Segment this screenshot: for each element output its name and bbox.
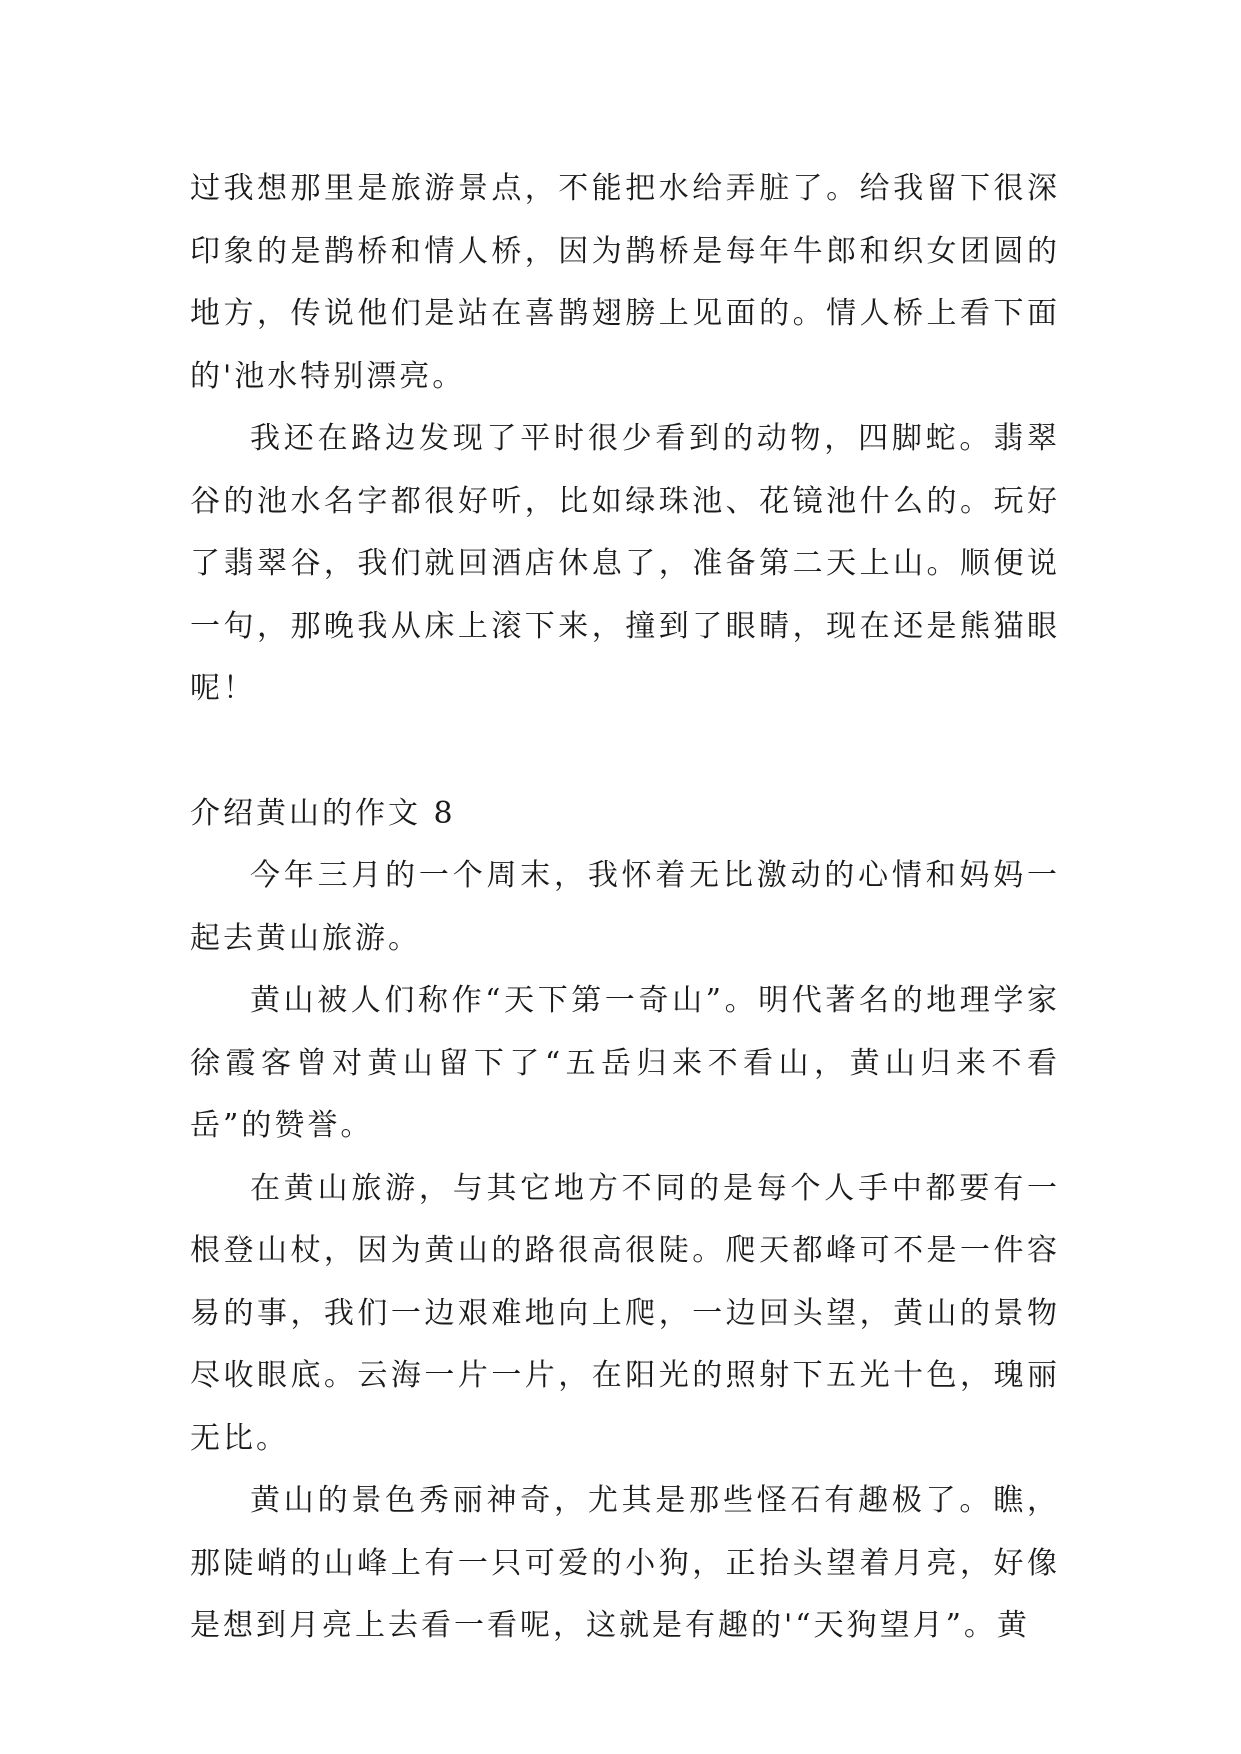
paragraph-trip-intro: 今年三月的一个周末，我怀着无比激动的心情和妈妈一起去黄山旅游。 — [190, 858, 1060, 956]
continued-paragraph: 过我想那里是旅游景点，不能把水给弄脏了。给我留下很深印象的是鹊桥和情人桥，因为鹊桥是每年牛郎和织女团圆的地方，传说他们是站在喜鹊翅膀上见面的。情人桥上看下面的'池水特别漂亮。 — [190, 171, 1060, 394]
paragraph-strange-rocks: 黄山的景色秀丽神奇，尤其是那些怪石有趣极了。瞧，那陡峭的山峰上有一只可爱的小狗，正抬头望着月亮，好像是想到月亮上去看一看呢，这就是有趣的'“天狗望月”。黄 — [190, 1483, 1060, 1643]
section-title: 介绍黄山的作文 8 — [190, 795, 456, 831]
document-body — [190, 158, 1060, 1658]
paragraph-roadside-animal: 我还在路边发现了平时很少看到的动物，四脚蛇。翡翠谷的池水名字都很好听，比如绿珠池、花镜池什么的。玩好了翡翠谷，我们就回酒店休息了，准备第二天上山。顺便说一句，那晚我从床上滚下来，撞到了眼睛，现在还是熊猫眼呢！ — [190, 421, 1060, 706]
paragraph-climbing: 在黄山旅游，与其它地方不同的是每个人手中都要有一根登山杖，因为黄山的路很高很陡。爬天都峰可不是一件容易的事，我们一边艰难地向上爬，一边回头望，黄山的景物尽收眼底。云海一片一片，在阳光的照射下五光十色，瑰丽无比。 — [190, 1170, 1060, 1456]
paragraph-first-mountain: 黄山被人们称作“天下第一奇山”。明代著名的地理学家徐霞客曾对黄山留下了“五岳归来不看山，黄山归来不看岳”的赞誉。 — [190, 983, 1060, 1143]
